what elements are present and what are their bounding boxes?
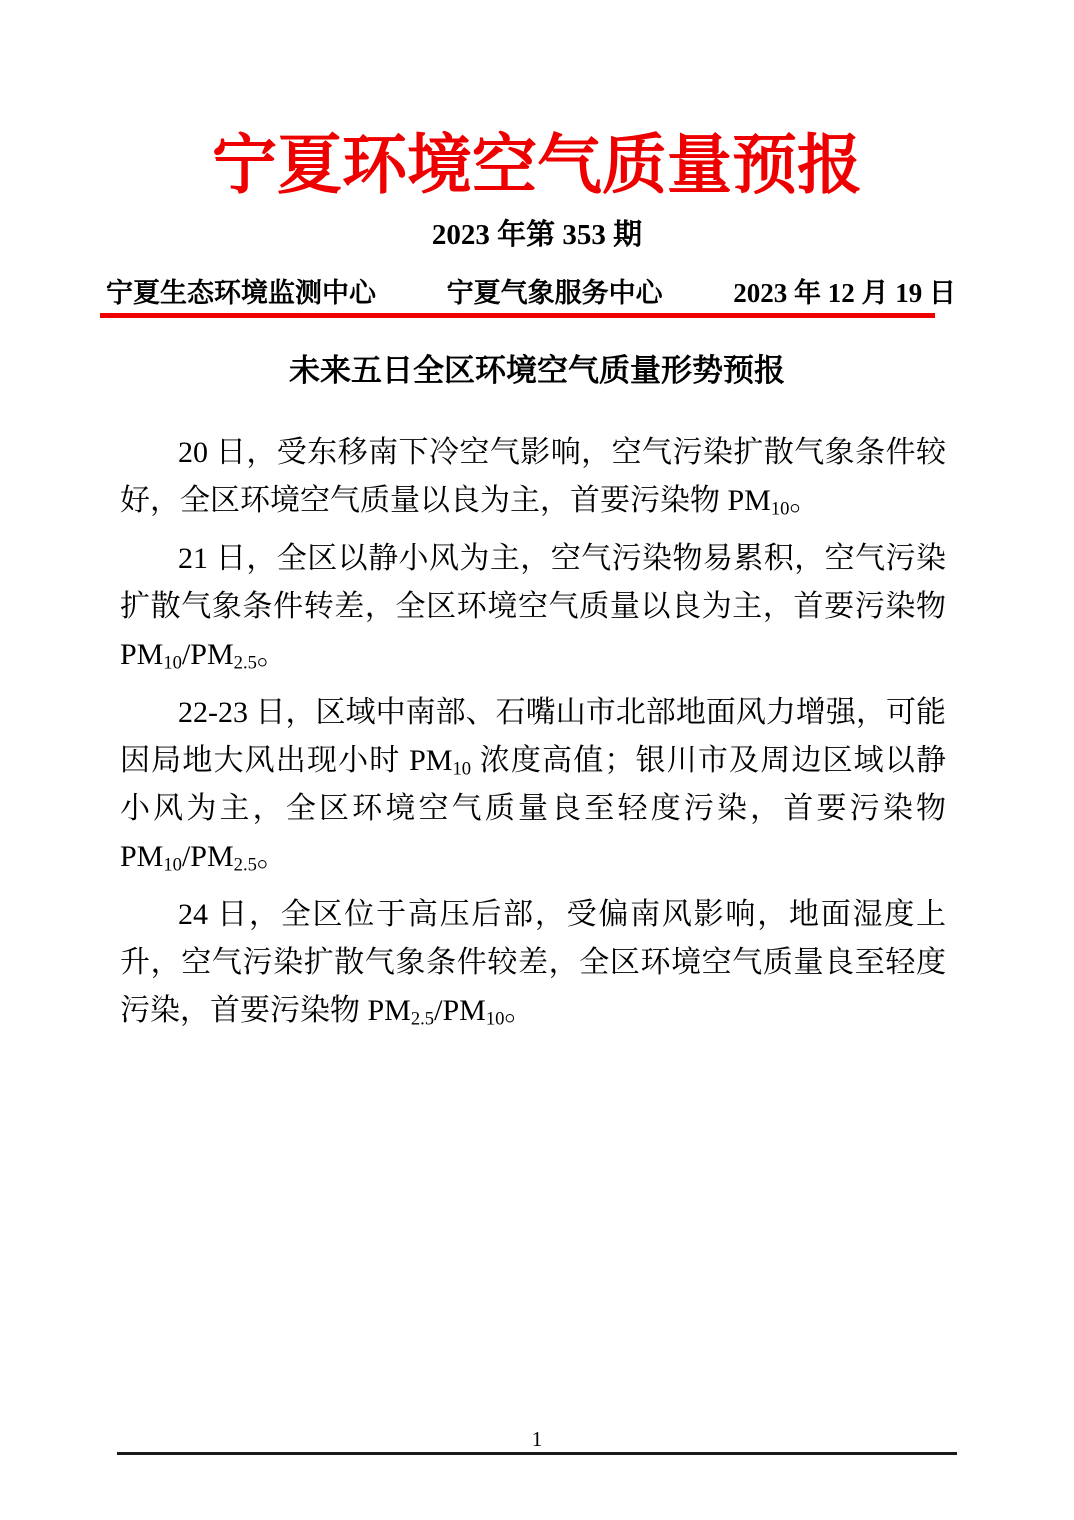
doc-title: 宁夏环境空气质量预报 xyxy=(211,130,862,202)
issue-number: 2023 年第 353 期 xyxy=(431,219,643,251)
issue-date: 2023 年 12 月 19 日 xyxy=(733,278,956,308)
section-title: 未来五日全区环境空气质量形势预报 xyxy=(289,353,785,388)
org-monitoring-center: 宁夏生态环境监测中心 xyxy=(106,278,376,308)
document-body xyxy=(0,351,1074,1035)
org-row xyxy=(106,278,956,308)
document-header xyxy=(0,0,1074,318)
footer-divider xyxy=(117,1452,957,1455)
red-divider xyxy=(100,313,935,318)
forecast-paragraph-2: 21 日，全区以静小风为主，空气污染物易累积，空气污染扩散气象条件转差，全区环境空气质量以良为主，首要污染物 $PM_{10}/PM_{2.5}$。 xyxy=(120,542,946,674)
forecast-paragraph-4: 24 日，全区位于高压后部，受偏南风影响，地面湿度上升，空气污染扩散气象条件较差，全区环境空气质量良至轻度污染，首要污染物 $PM_{2.5}/PM_{10}$。 xyxy=(120,898,946,1030)
forecast-text xyxy=(120,429,946,1035)
page-number: 1 xyxy=(531,1427,543,1451)
forecast-paragraph-3: 22-23 日，区域中南部、石嘴山市北部地面风力增强，可能因局地大风出现小时 $PM_{10}$ 浓度高值；银川市及周边区域以静小风为主，全区环境空气质量良至轻度污染，首要污染物 $PM_{10}/PM_{2.5}$。 xyxy=(120,696,947,876)
org-weather-center: 宁夏气象服务中心 xyxy=(446,278,663,308)
forecast-paragraph-1: 20 日，受东移南下冷空气影响，空气污染扩散气象条件较好，全区环境空气质量以良为主，首要污染物 $PM_{10}$。 xyxy=(120,436,946,520)
